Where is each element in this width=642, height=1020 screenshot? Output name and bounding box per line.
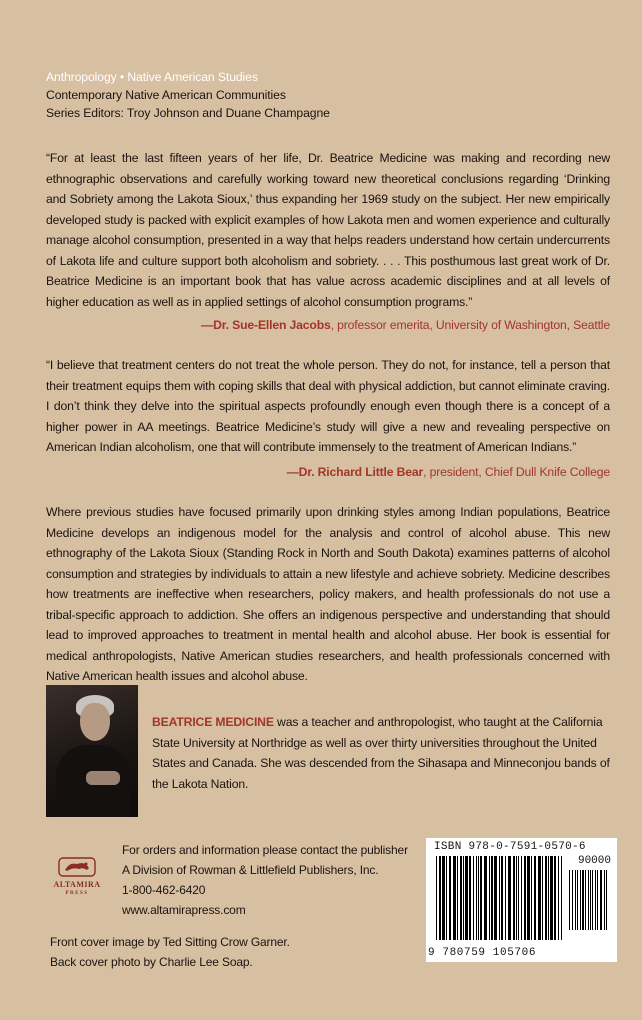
barcode-bar (550, 856, 553, 940)
barcode-bar (478, 856, 479, 940)
barcode-bar (476, 856, 477, 940)
logo-sub: PRESS (65, 891, 89, 896)
publisher-contact-line: For orders and information please contact the publisher (122, 843, 408, 857)
barcode-bar (436, 856, 437, 940)
barcode-bar (446, 856, 447, 940)
barcode-bar (592, 870, 593, 930)
barcode-bar (453, 856, 456, 940)
price-barcode (567, 870, 611, 930)
publisher-website: www.altamirapress.com (122, 903, 246, 917)
barcode-bar (582, 870, 584, 930)
barcode-bar (572, 870, 573, 930)
barcode-bar (457, 856, 458, 940)
barcode-bar (600, 870, 602, 930)
publisher-info (122, 840, 408, 920)
barcode-bar (473, 856, 474, 940)
barcode-bar (513, 856, 515, 940)
barcode-bar (524, 856, 526, 940)
barcode-bar (558, 856, 559, 940)
endorsement-quote-1: “For at least the last fifteen years of her life, Dr. Beatrice Medicine was making and recording new ethnographic observations and carefully working toward new theoretical conclusions regarding ‘Drinking and Sobriety among the Lakota Sioux,’ thus expanding her 1969 study on the subject. Her new empirically developed study is packed with explicit examples of how Lakota men and women experience and culturally manage alcohol consumption, presented in a way that helps readers understand how certain undercurrents of Lakota life and culture support both alcoholism and sobriety. . . . This posthumous last great work of Dr. Beatrice Medicine is an important book that has value across academic disciplines and at all levels of higher education as well as in applied settings of alcohol consumption programs.” (46, 151, 610, 309)
endorsement-attribution-2 (287, 463, 610, 481)
barcode-bar (561, 856, 562, 940)
barcode-bar (449, 856, 451, 940)
barcode-bar (469, 856, 471, 940)
barcode-bar (548, 856, 549, 940)
author-bio (152, 712, 610, 794)
barcode-bar (577, 870, 578, 930)
publisher-phone: 1-800-462-6420 (122, 883, 206, 897)
altamira-logo-icon (57, 852, 97, 880)
barcode-bar (460, 856, 462, 940)
barcode-box (426, 838, 617, 962)
author-bio-text: was a teacher and anthropologist, who taught at the California State University at Northridge as well as over thirty universities throughout the United States and Canada. She was descended from the Sihasapa and Minneconjou bands of the Lakota Nation. (152, 715, 610, 791)
barcode-bar (554, 856, 556, 940)
barcode-bar (463, 856, 464, 940)
barcode-bar (505, 856, 506, 940)
barcode-bar (465, 856, 468, 940)
series-editors: Series Editors: Troy Johnson and Duane Champagne (46, 106, 330, 120)
barcode-bar (575, 870, 576, 930)
publisher-division: A Division of Rowman & Littlefield Publishers, Inc. (122, 863, 379, 877)
barcode-bar (588, 870, 589, 930)
ean-barcode (434, 856, 566, 940)
barcode-bar (542, 856, 543, 940)
barcode-bar (442, 856, 445, 940)
barcode-bar (606, 870, 607, 930)
barcode-bar (590, 870, 591, 930)
barcode-bar (604, 870, 605, 930)
front-cover-credit: Front cover image by Ted Sitting Crow Garner. (50, 935, 290, 949)
barcode-bar (518, 856, 519, 940)
barcode-bar (538, 856, 541, 940)
ean-number: 9 780759 105706 (428, 947, 537, 959)
barcode-bar (439, 856, 441, 940)
barcode-bar (489, 856, 490, 940)
barcode-bar (491, 856, 493, 940)
barcode-bar (521, 856, 522, 940)
barcode-bar (499, 856, 500, 940)
barcode-bar (494, 856, 497, 940)
barcode-bar (508, 856, 511, 940)
price-code: 90000 (577, 855, 611, 867)
barcode-bar (597, 870, 598, 930)
author-photo (46, 685, 138, 817)
barcode-bar (531, 856, 532, 940)
endorser-title-2: , president, Chief Dull Knife College (423, 465, 610, 479)
barcode-bar (480, 856, 482, 940)
endorser-name-2: —Dr. Richard Little Bear (286, 465, 424, 479)
barcode-bar (545, 856, 547, 940)
series-categories: Anthropology • Native American Studies (46, 70, 258, 84)
logo-name: ALTAMIRA (53, 880, 101, 889)
series-info (46, 68, 330, 122)
endorsement-quote-2: “I believe that treatment centers do not treat the whole person. They do not, for instance, tell a person that their treatment equips them with coping skills that deal with physical addiction, but cannot eliminate craving. I don’t think they delve into the spiritual aspects profoundly enough even though there is a concept of a higher power in AA meetings. Beatrice Medicine’s study will give a new and revealing perspective on American Indian alcoholism, one that will contribute immensely to the treatment of American Indians.” (46, 358, 610, 454)
endorser-title-1: , professor emerita, University of Washington, Seattle (330, 318, 610, 332)
back-cover-credit: Back cover photo by Charlie Lee Soap. (50, 955, 253, 969)
barcode-bar (595, 870, 596, 930)
barcode-bar (580, 870, 581, 930)
barcode-bar (569, 870, 570, 930)
barcode-bar (484, 856, 487, 940)
barcode-bar (527, 856, 530, 940)
book-description: Where previous studies have focused primarily upon drinking styles among Indian populations, Beatrice Medicine develops an indigenous model for the analysis and control of alcohol abuse. This new ethnography of the Lakota Sioux (Standing Rock in North and South Dakota) examines patterns of alcohol consumption and strategies by individuals to attain a new lifestyle and achieve sobriety. Medicine describes how treatments are ineffective when researchers, policy makers, and health professionals do not use a tribal-specific approach to addiction. She offers an indigenous perspective and understanding that should lead to improved approaches to treatment in mental health and alcohol abuse. Her book is essential for medical anthropologists, Native American studies researchers, and health professionals concerned with Native American health issues and alcohol abuse. (46, 505, 610, 683)
endorser-name-1: —Dr. Sue-Ellen Jacobs (201, 318, 331, 332)
author-name: BEATRICE MEDICINE (152, 715, 274, 729)
series-name: Contemporary Native American Communities (46, 88, 286, 102)
barcode-bar (585, 870, 586, 930)
image-credits (50, 932, 290, 972)
barcode-bar (534, 856, 536, 940)
endorsement-attribution-1 (201, 316, 610, 334)
publisher-logo (48, 852, 106, 902)
barcode-bar (501, 856, 503, 940)
barcode-bar (516, 856, 517, 940)
isbn-text: ISBN 978-0-7591-0570-6 (434, 841, 586, 853)
